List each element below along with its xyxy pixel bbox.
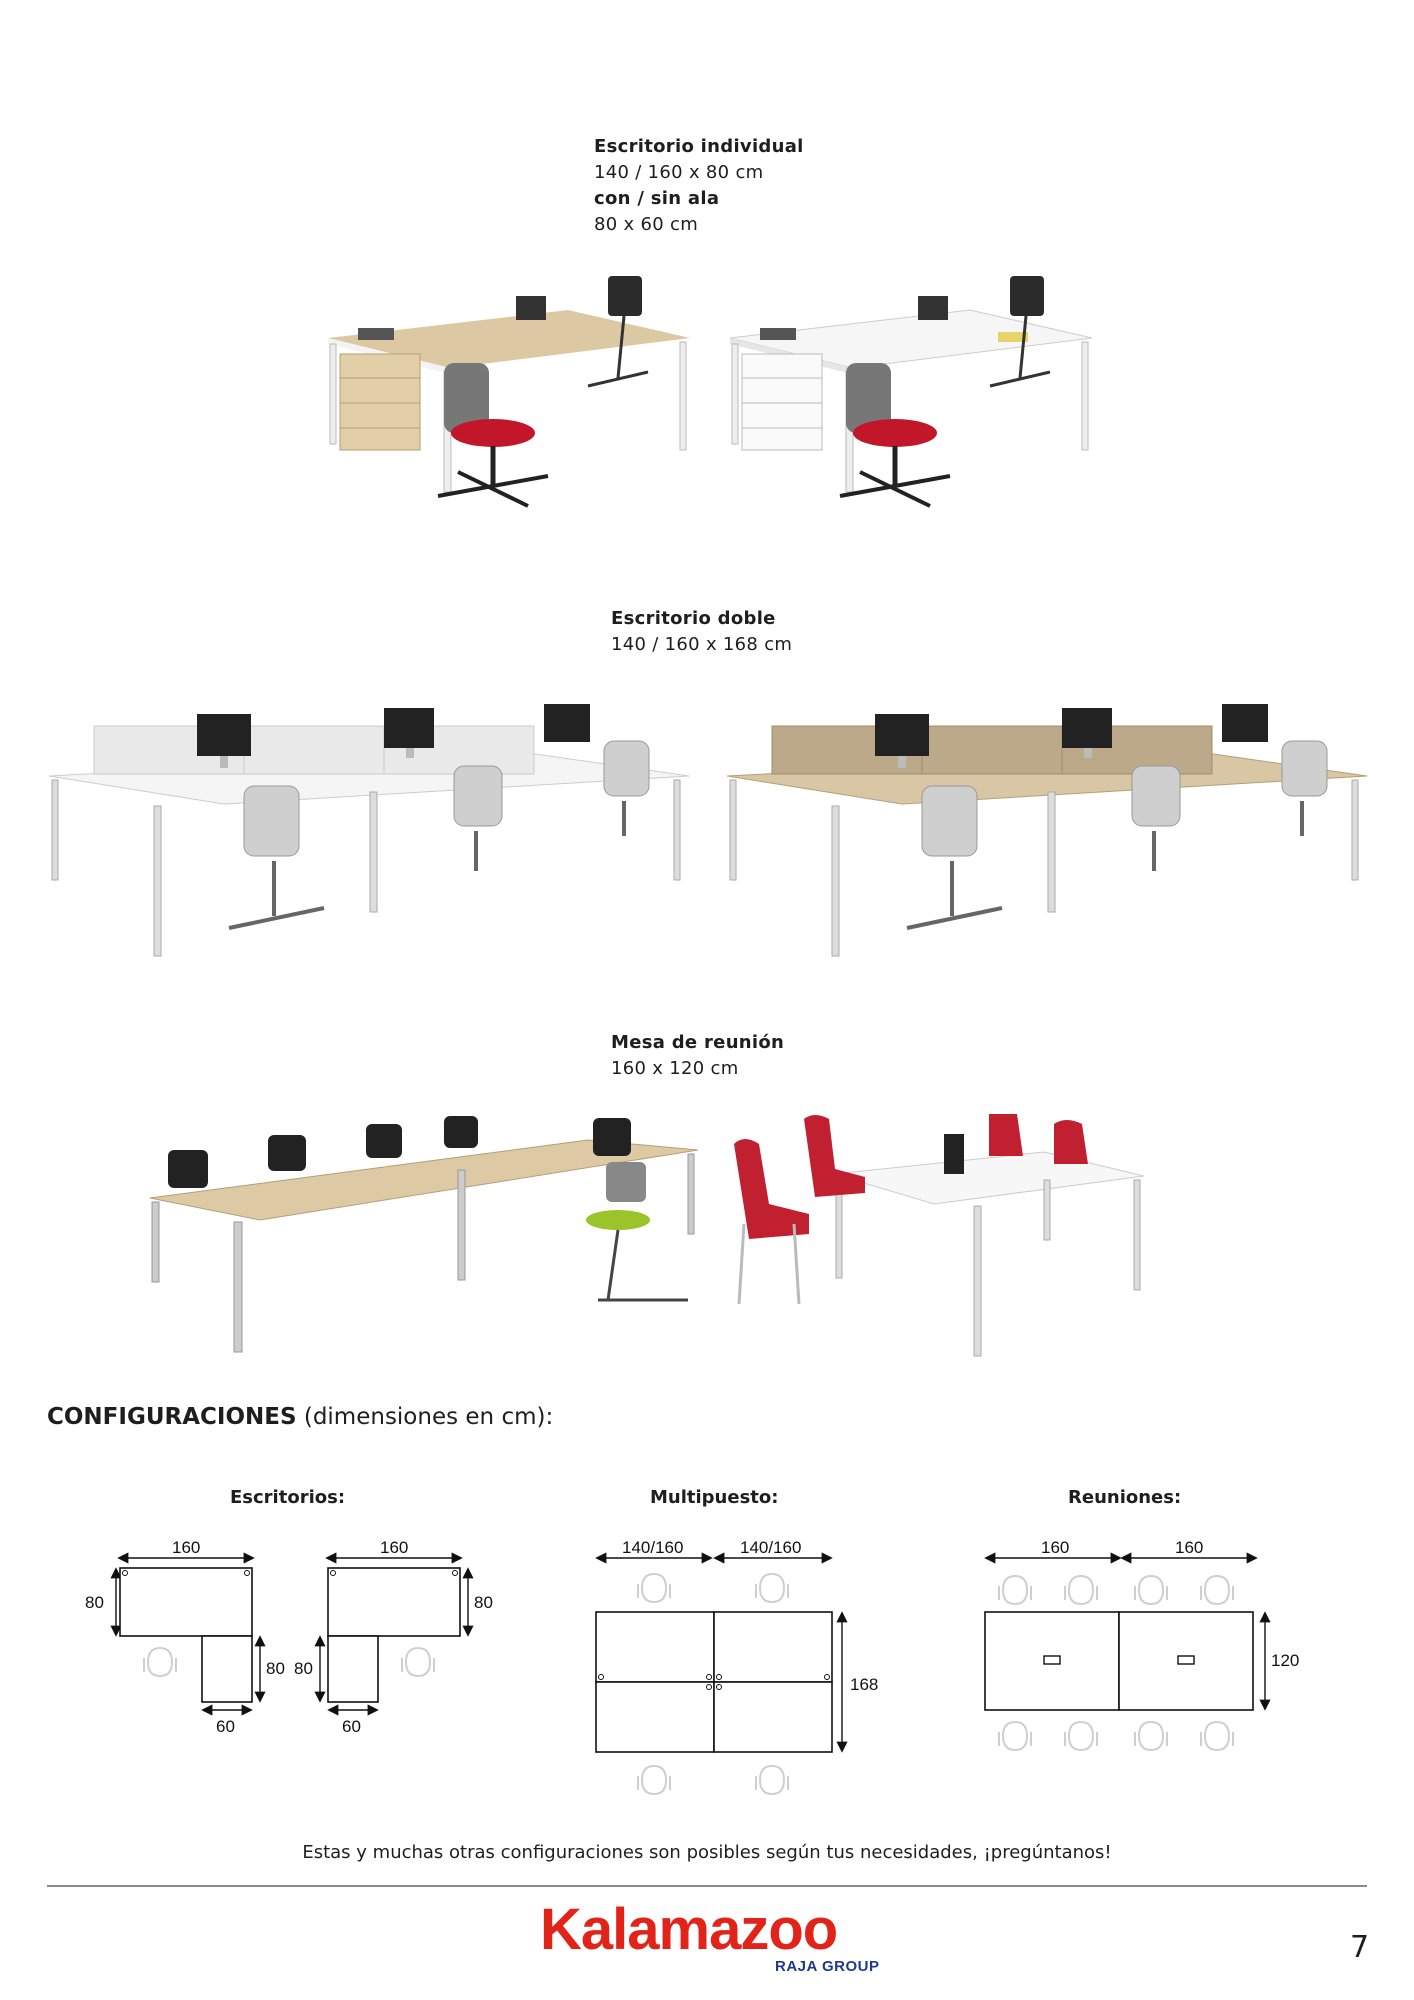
diagram-escritorios	[80, 1540, 510, 1760]
configurations-heading	[47, 1404, 553, 1430]
dim-b-wing-left: 80	[294, 1659, 313, 1678]
product-option-dims: 80 x 60 cm	[594, 214, 699, 235]
brand-sub: RAJA GROUP	[775, 1958, 880, 1975]
product-dims: 160 x 120 cm	[611, 1058, 739, 1079]
subheading-escritorios: Escritorios:	[230, 1487, 346, 1508]
dim-reu-top-left: 160	[1041, 1540, 1070, 1557]
page-number: 7	[1350, 1930, 1370, 1965]
diagram-reuniones	[975, 1540, 1305, 1780]
dim-b-top: 160	[380, 1540, 409, 1557]
brand-name: Kalamazoo	[540, 1897, 838, 1962]
dim-multi-top-right: 140/160	[740, 1540, 802, 1557]
dim-a-top: 160	[172, 1540, 201, 1557]
dim-a-wing-bottom: 60	[216, 1717, 235, 1736]
dim-reu-right: 120	[1271, 1651, 1300, 1670]
brand-logo	[540, 1898, 880, 1978]
footer-divider	[47, 1885, 1367, 1887]
product-dims: 140 / 160 x 168 cm	[611, 634, 793, 655]
dim-a-left: 80	[85, 1593, 104, 1612]
photo-individual-desk-white	[720, 268, 1100, 532]
footer-note: Estas y muchas otras configuraciones son posibles según tus necesidades, ¡pregúntanos!	[302, 1842, 1112, 1863]
subheading-multipuesto: Multipuesto:	[650, 1487, 779, 1508]
product-option: con / sin ala	[594, 188, 720, 209]
caption-escritorio-doble	[611, 606, 792, 658]
configurations-heading-rest: (dimensiones en cm):	[303, 1404, 554, 1430]
caption-escritorio-individual	[594, 134, 804, 238]
photo-individual-desk-oak	[318, 268, 698, 532]
product-title: Mesa de reunión	[611, 1032, 785, 1053]
dim-multi-top-left: 140/160	[622, 1540, 684, 1557]
photo-meeting-table-oak	[148, 1110, 698, 1364]
caption-mesa-reunion	[611, 1030, 784, 1082]
dim-b-wing-bottom: 60	[342, 1717, 361, 1736]
product-title: Escritorio doble	[611, 608, 776, 629]
photo-double-desk-oak	[722, 696, 1372, 970]
dim-reu-top-right: 160	[1175, 1540, 1204, 1557]
photo-double-desk-white	[44, 696, 694, 970]
configurations-heading-bold: CONFIGURACIONES	[47, 1404, 297, 1430]
diagram-multipuesto	[580, 1540, 900, 1820]
dim-b-right: 80	[474, 1593, 493, 1612]
subheading-reuniones: Reuniones:	[1068, 1487, 1182, 1508]
dim-multi-right: 168	[850, 1675, 879, 1694]
photo-meeting-table-white	[724, 1114, 1144, 1368]
product-title: Escritorio individual	[594, 136, 804, 157]
dim-a-wing-right: 80	[266, 1659, 285, 1678]
product-dims: 140 / 160 x 80 cm	[594, 162, 764, 183]
